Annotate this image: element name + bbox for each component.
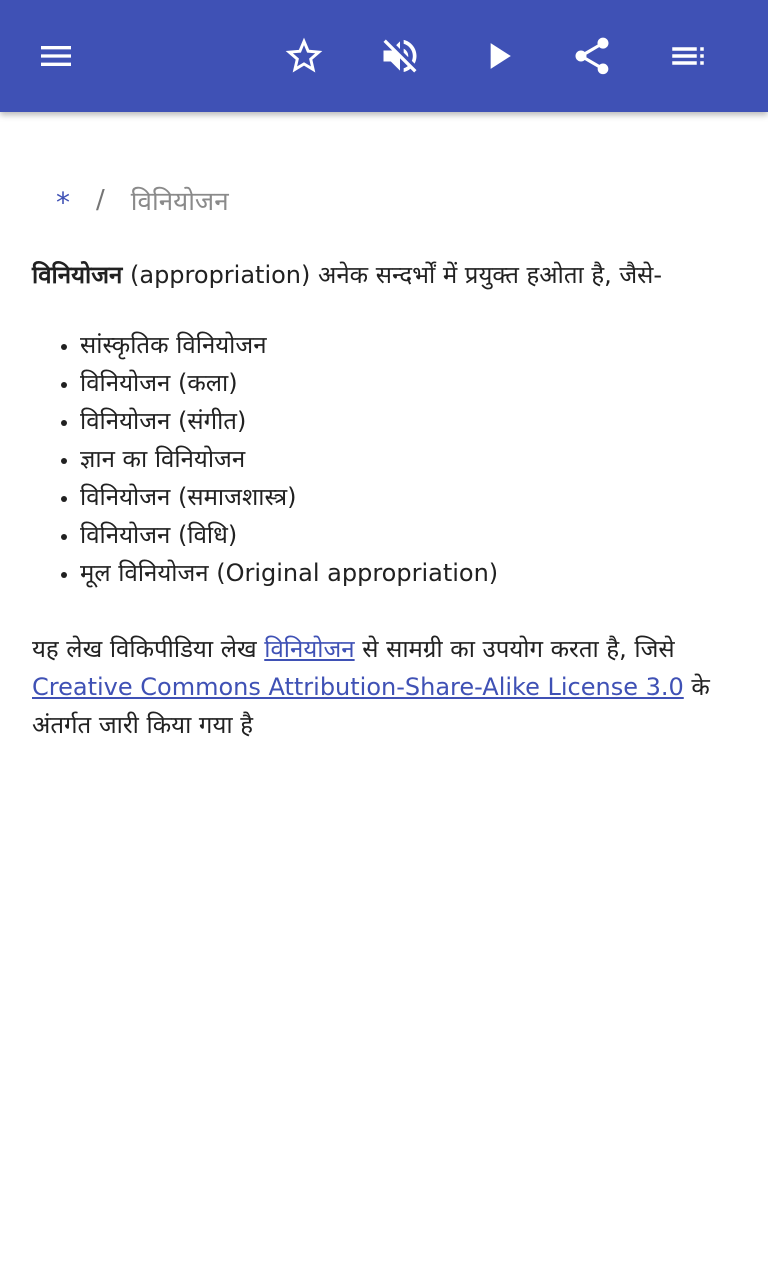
- menu-button[interactable]: [28, 28, 84, 84]
- app-toolbar: [0, 0, 768, 112]
- share-button[interactable]: [564, 28, 620, 84]
- list-item: • विनियोजन (विधि): [80, 516, 498, 554]
- attribution-text: के: [683, 673, 710, 701]
- play-icon: [476, 34, 520, 78]
- attribution-text: अंतर्गत जारी किया गया है: [32, 711, 253, 739]
- breadcrumb-current: विनियोजन: [130, 187, 229, 217]
- volume-off-icon: [378, 34, 422, 78]
- attribution-text: से सामग्री का उपयोग करता है, जिसे: [354, 635, 675, 663]
- list-item: • विनियोजन (समाजशास्त्र): [80, 478, 498, 516]
- meanings-list: [32, 326, 498, 592]
- list-item: • ज्ञान का विनियोजन: [80, 440, 498, 478]
- list-item: • विनियोजन (कला): [80, 364, 498, 402]
- source-article-link[interactable]: विनियोजन: [264, 635, 355, 663]
- attribution-text: यह लेख विकिपीडिया लेख: [32, 635, 265, 663]
- list-item: • मूल विनियोजन (Original appropriation): [80, 554, 498, 592]
- breadcrumb-separator: /: [96, 185, 105, 215]
- play-button[interactable]: [470, 28, 526, 84]
- breadcrumb: [56, 180, 229, 220]
- star-outline-icon: [282, 34, 326, 78]
- table-of-contents-icon: [667, 35, 709, 77]
- favorite-button[interactable]: [276, 28, 332, 84]
- attribution-paragraph: [32, 630, 736, 744]
- contents-button[interactable]: [660, 28, 716, 84]
- lead-term: विनियोजन: [32, 261, 123, 289]
- lead-text: (appropriation) अनेक सन्दर्भों में प्रयुक्त हओता है, जैसे-: [122, 261, 663, 289]
- lead-paragraph: [32, 256, 736, 294]
- mute-button[interactable]: [372, 28, 428, 84]
- license-link[interactable]: Creative Commons Attribution-Share-Alike License 3.0: [32, 673, 684, 701]
- list-item: • सांस्कृतिक विनियोजन: [80, 326, 498, 364]
- breadcrumb-home-link[interactable]: *: [56, 185, 70, 219]
- menu-icon: [36, 36, 76, 76]
- list-item: • विनियोजन (संगीत): [80, 402, 498, 440]
- share-icon: [570, 34, 614, 78]
